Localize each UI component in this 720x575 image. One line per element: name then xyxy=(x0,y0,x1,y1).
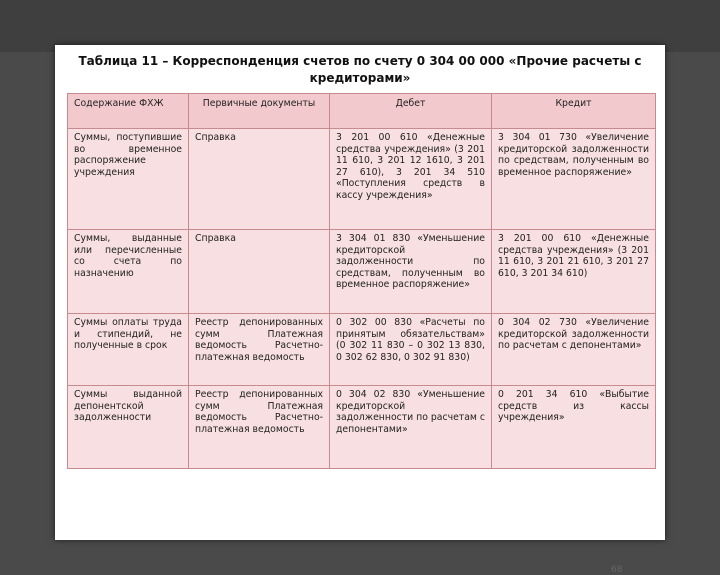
cell-credit: 3 201 00 610 «Денежные средства учреждения» (3 201 11 610, 3 201 21 610, 3 201 27 610, 3 201 34 610) xyxy=(492,230,656,314)
table-row xyxy=(68,230,656,314)
cell-content: Суммы выданной депонентской задолженности xyxy=(68,386,189,469)
header-debit: Дебет xyxy=(330,94,492,129)
table-header-row xyxy=(68,94,656,129)
cell-content: Суммы, поступившие во временное распоряжение учреждения xyxy=(68,129,189,230)
table-row xyxy=(68,314,656,386)
correspondence-table xyxy=(67,93,656,469)
page-number: 68 xyxy=(611,565,623,575)
cell-debit: 3 201 00 610 «Денежные средства учреждения» (3 201 11 610, 3 201 12 1610, 3 201 27 610), 3 201 34 510 «Поступления средств в кассу учреждения» xyxy=(330,129,492,230)
header-content: Содержание ФХЖ xyxy=(68,94,189,129)
cell-content: Суммы оплаты труда и стипендий, не полученные в срок xyxy=(68,314,189,386)
cell-credit: 0 304 02 730 «Увеличение кредиторской задолженности по расчетам с депонентами» xyxy=(492,314,656,386)
table-title: Таблица 11 – Корреспонденция счетов по счету 0 304 00 000 «Прочие расчеты с кредиторами» xyxy=(78,54,642,85)
cell-content: Суммы, выданные или перечисленные со счета по назначению xyxy=(68,230,189,314)
header-documents: Первичные документы xyxy=(189,94,330,129)
table-row xyxy=(68,386,656,469)
cell-credit: 3 304 01 730 «Увеличение кредиторской задолженности по средствам, полученным во временное распоряжение» xyxy=(492,129,656,230)
cell-documents: Реестр депонированных сумм Платежная ведомость Расчетно-платежная ведомость xyxy=(189,386,330,469)
cell-documents: Справка xyxy=(189,129,330,230)
slide xyxy=(55,45,665,575)
cell-documents: Справка xyxy=(189,230,330,314)
cell-credit: 0 201 34 610 «Выбытие средств из кассы учреждения» xyxy=(492,386,656,469)
header-credit: Кредит xyxy=(492,94,656,129)
cell-debit: 0 304 02 830 «Уменьшение кредиторской задолженности по расчетам с депонентами» xyxy=(330,386,492,469)
cell-debit: 3 304 01 830 «Уменьшение кредиторской задолженности по средствам, полученным во временное распоряжение» xyxy=(330,230,492,314)
cell-documents: Реестр депонированных сумм Платежная ведомость Расчетно-платежная ведомость xyxy=(189,314,330,386)
table-row xyxy=(68,129,656,230)
cell-debit: 0 302 00 830 «Расчеты по принятым обязательствам» (0 302 11 830 – 0 302 13 830, 0 302 62 830, 0 302 91 830) xyxy=(330,314,492,386)
